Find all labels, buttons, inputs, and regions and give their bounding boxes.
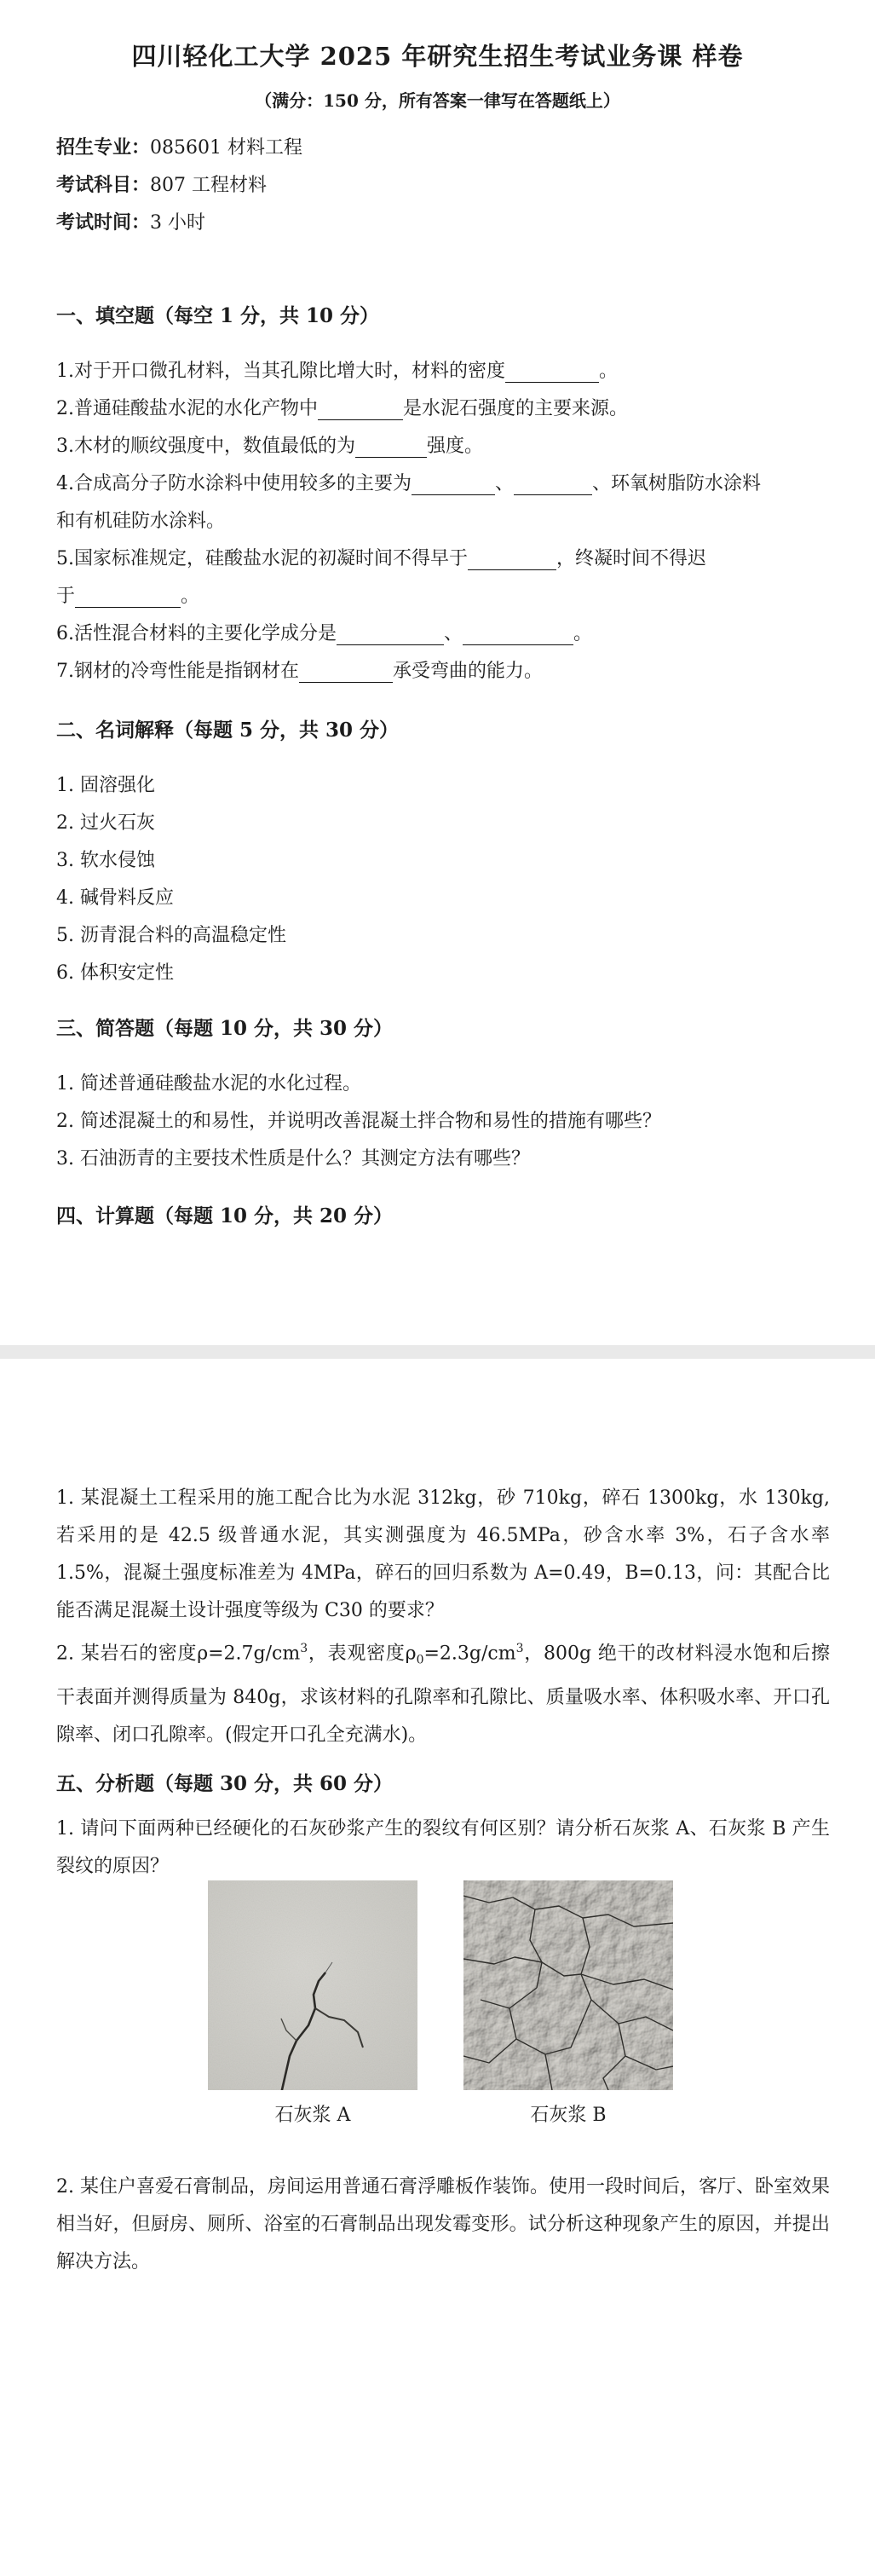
fill-blank-question-7: 7.钢材的冷弯性能是指钢材在 承受弯曲的能力。 (56, 661, 544, 682)
subject-value: 807 工程材料 (150, 175, 268, 196)
calculation-question-1: 1. 某混凝土工程采用的施工配合比为水泥 312kg，砂 710kg，碎石 1300kg，水 130kg, 若采用的是 42.5 级普通水泥，其实测强度为 46.5MPa，砂含水率 3%，石子含水率 1.5%，混凝土强度标准差为 4MPa，碎石的回归系数为 A=0.49，B=0.13，问：其配合比能否满足混凝土设计强度等级为 C30 的要求？ (56, 1487, 830, 1621)
time-label: 考试时间： (56, 211, 151, 234)
major-value: 085601 材料工程 (150, 137, 302, 159)
short-answer-item: 2. 简述混凝土的和易性，并说明改善混凝土拌合物和易性的措施有哪些？ (56, 1111, 661, 1132)
lime-mortar-a-image (208, 1880, 417, 2090)
section-heading-terms: 二、名词解释（每题 5 分，共 30 分） (56, 719, 400, 742)
fill-blank-question-3: 3.木材的顺纹强度中，数值最低的为 强度。 (56, 436, 484, 457)
answer-blank (514, 473, 592, 495)
term-item: 4. 碱骨料反应 (56, 887, 174, 909)
exam-title: 四川轻化工大学 2025 年研究生招生考试业务课 样卷 (131, 42, 744, 71)
exam-page-2 (0, 1359, 875, 2576)
subject-label: 考试科目： (56, 174, 151, 196)
analysis-question-2: 2. 某住户喜爱石膏制品，房间运用普通石膏浮雕板作装饰。使用一段时间后，客厅、卧室效果相当好，但厨房、厕所、浴室的石膏制品出现发霉变形。试分析这种现象产生的原因，并提出解决方法。 (56, 2176, 830, 2273)
answer-blank (463, 623, 573, 645)
figure-a-caption: 石灰浆 A (274, 2105, 351, 2126)
calculation-question-2: 2. 某岩石的密度$\rho=2.7g/cm^3$，表观密度$\rho_0=2.3g/cm^3$，800g 绝干的改材料浸水饱和后擦干表面并测得质量为 840g，求该材料的孔隙率和孔隙比、质量吸水率、体积吸水率、开口孔隙率、闭口孔隙率。(假定开口孔全充满水)。 (56, 1642, 830, 1746)
fill-blank-question-4: 4.合成高分子防水涂料中使用较多的主要为 、 、环氧树脂防水涂料 (56, 473, 762, 494)
short-answer-item: 1. 简述普通硅酸盐水泥的水化过程。 (56, 1073, 361, 1095)
section-heading-analysis: 五、分析题（每题 30 分，共 60 分） (56, 1772, 394, 1795)
section-heading-fill-blank: 一、填空题（每空 1 分，共 10 分） (56, 304, 380, 327)
term-item: 5. 沥青混合料的高温稳定性 (56, 925, 286, 946)
term-item: 6. 体积安定性 (56, 962, 174, 984)
fill-blank-question-5-continued: 于 。 (56, 586, 200, 607)
answer-blank (318, 398, 403, 420)
major-line (56, 133, 302, 159)
answer-blank (355, 436, 427, 458)
term-item: 3. 软水侵蚀 (56, 850, 155, 871)
lime-mortar-a-photo (208, 1880, 417, 2090)
time-line (56, 208, 205, 234)
major-label: 招生专业： (56, 136, 151, 159)
subject-line (56, 170, 267, 197)
exam-subtitle: （满分：150 分，所有答案一律写在答题纸上） (255, 90, 620, 111)
fill-blank-question-1: 1.对于开口微孔材料，当其孔隙比增大时，材料的密度 。 (56, 361, 619, 382)
term-item: 2. 过火石灰 (56, 812, 155, 834)
fill-blank-question-5: 5.国家标准规定，硅酸盐水泥的初凝时间不得早于 ，终凝时间不得迟 (56, 548, 707, 569)
figure-b-caption: 石灰浆 B (530, 2105, 607, 2126)
lime-mortar-b-image (463, 1880, 673, 2090)
term-item: 1. 固溶强化 (56, 775, 155, 796)
lime-mortar-b-photo (463, 1880, 673, 2090)
fill-blank-question-6: 6.活性混合材料的主要化学成分是 、 。 (56, 623, 593, 644)
analysis-question-1: 1. 请问下面两种已经硬化的石灰砂浆产生的裂纹有何区别？请分析石灰浆 A、石灰浆 B 产生裂纹的原因？ (56, 1818, 830, 1877)
section-heading-short-answer: 三、简答题（每题 10 分，共 30 分） (56, 1017, 394, 1040)
answer-blank (299, 661, 393, 683)
time-value: 3 小时 (150, 212, 206, 234)
fill-blank-question-4-continued: 和有机硅防水涂料。 (56, 511, 226, 532)
fill-blank-question-2: 2.普通硅酸盐水泥的水化产物中 是水泥石强度的主要来源。 (56, 398, 629, 419)
answer-blank (75, 586, 181, 608)
short-answer-item: 3. 石油沥青的主要技术性质是什么？其测定方法有哪些？ (56, 1148, 530, 1170)
answer-blank (468, 548, 556, 570)
section-heading-calculation: 四、计算题（每题 10 分，共 20 分） (56, 1204, 394, 1227)
answer-blank (337, 623, 444, 645)
answer-blank (412, 473, 495, 495)
answer-blank (505, 361, 599, 383)
